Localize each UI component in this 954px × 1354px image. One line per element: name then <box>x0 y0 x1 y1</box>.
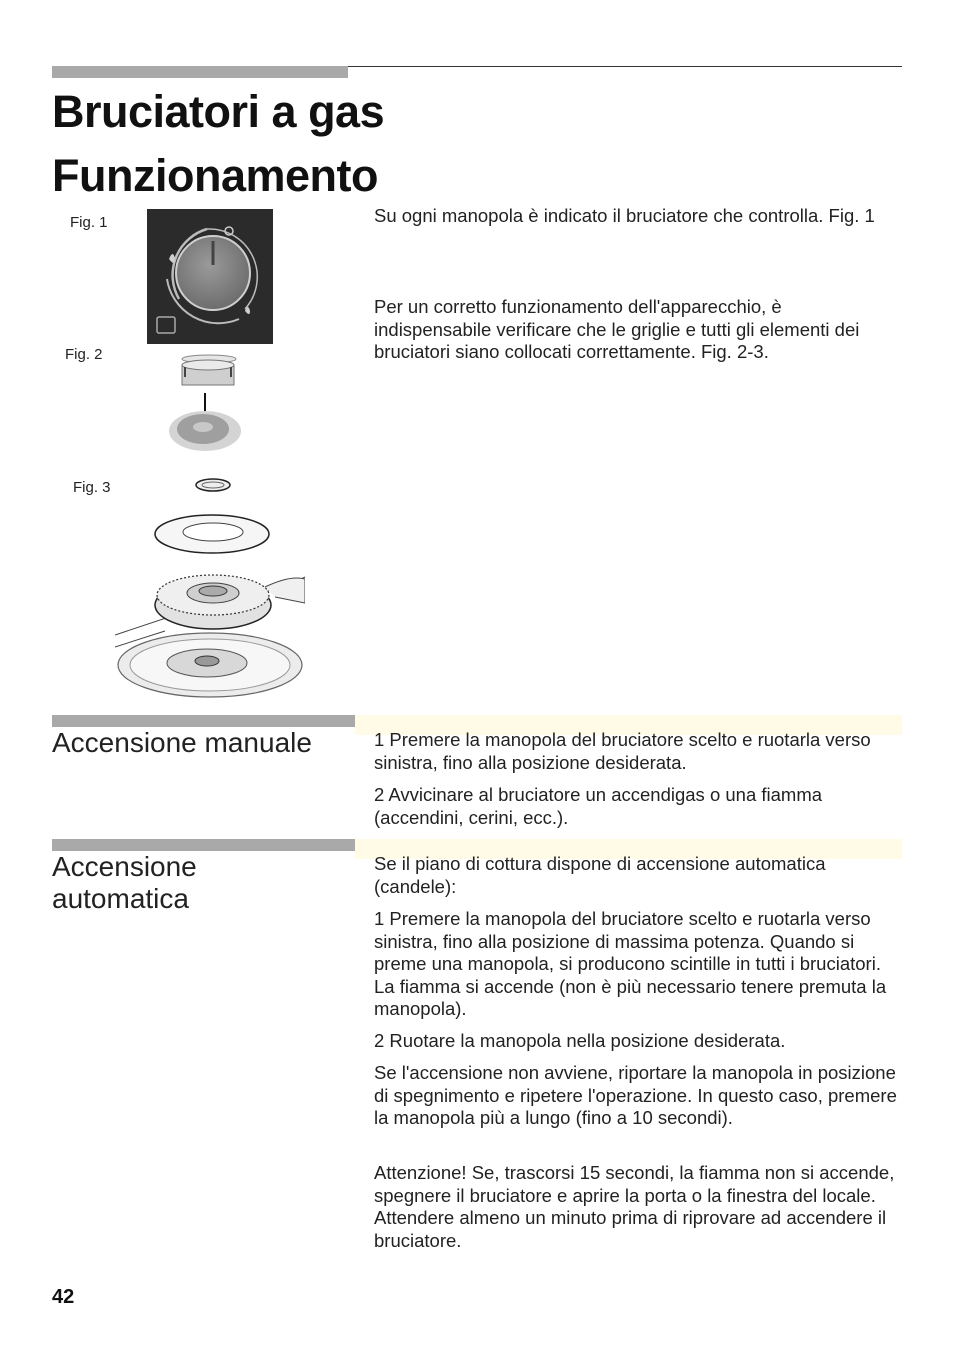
auto-retry-paragraph: Se l'accensione non avviene, riportare la manopola in posizione di spegnimento e ripetere l'operazione. In questo caso, premere la manopola più a lungo (fino a 10 secondi). <box>374 1062 897 1129</box>
section-bar-auto <box>52 839 355 851</box>
intro-paragraph-1: Su ogni manopola è indicato il bruciatore che controlla. Fig. 1 <box>374 205 875 226</box>
fig3-burner-assembly-image <box>115 475 305 701</box>
header-bar <box>52 66 348 78</box>
section-bar-manual <box>52 715 355 727</box>
page-subtitle: Funzionamento <box>52 150 378 201</box>
page-number: 42 <box>52 1286 75 1308</box>
header-rule <box>348 66 902 67</box>
fig1-label: Fig. 1 <box>70 214 108 231</box>
auto-step-1: 1 Premere la manopola del bruciatore scelto e ruotarla verso sinistra, fino alla posizione di massima potenza. Quando si preme una manopola, si producono scintille in tutti i bruciatori. La fiamma si accende (non è più necessario tenere premuta la manopola). <box>374 908 887 1020</box>
section-title-auto: Accensione automatica <box>52 851 197 914</box>
fig1-knob-image <box>147 209 273 344</box>
fig2-label: Fig. 2 <box>65 346 103 363</box>
intro-paragraph-2: Per un corretto funzionamento dell'apparecchio, è indispensabile verificare che le griglie e tutti gli elementi dei bruciatori siano collocati correttamente. Fig. 2-3. <box>374 296 860 363</box>
manual-step-1: 1 Premere la manopola del bruciatore scelto e ruotarla verso sinistra, fino alla posizione desiderata. <box>374 729 871 773</box>
auto-warning-paragraph: Attenzione! Se, trascorsi 15 secondi, la fiamma non si accende, spegnere il bruciatore e aprire la porta o la finestra del locale. Attendere almeno un minuto prima di riprovare ad accendere il bruciatore. <box>374 1162 895 1251</box>
manual-step-2: 2 Avvicinare al bruciatore un accendigas o una fiamma (accendini, cerini, ecc.). <box>374 784 823 828</box>
section-title-manual: Accensione manuale <box>52 727 312 758</box>
auto-step-2: 2 Ruotare la manopola nella posizione desiderata. <box>374 1030 786 1051</box>
fig3-label: Fig. 3 <box>73 479 111 496</box>
page-title: Bruciatori a gas <box>52 86 385 137</box>
fig2-burner-image <box>163 353 259 456</box>
auto-paragraph-intro: Se il piano di cottura dispone di accensione automatica (candele): <box>374 853 826 897</box>
